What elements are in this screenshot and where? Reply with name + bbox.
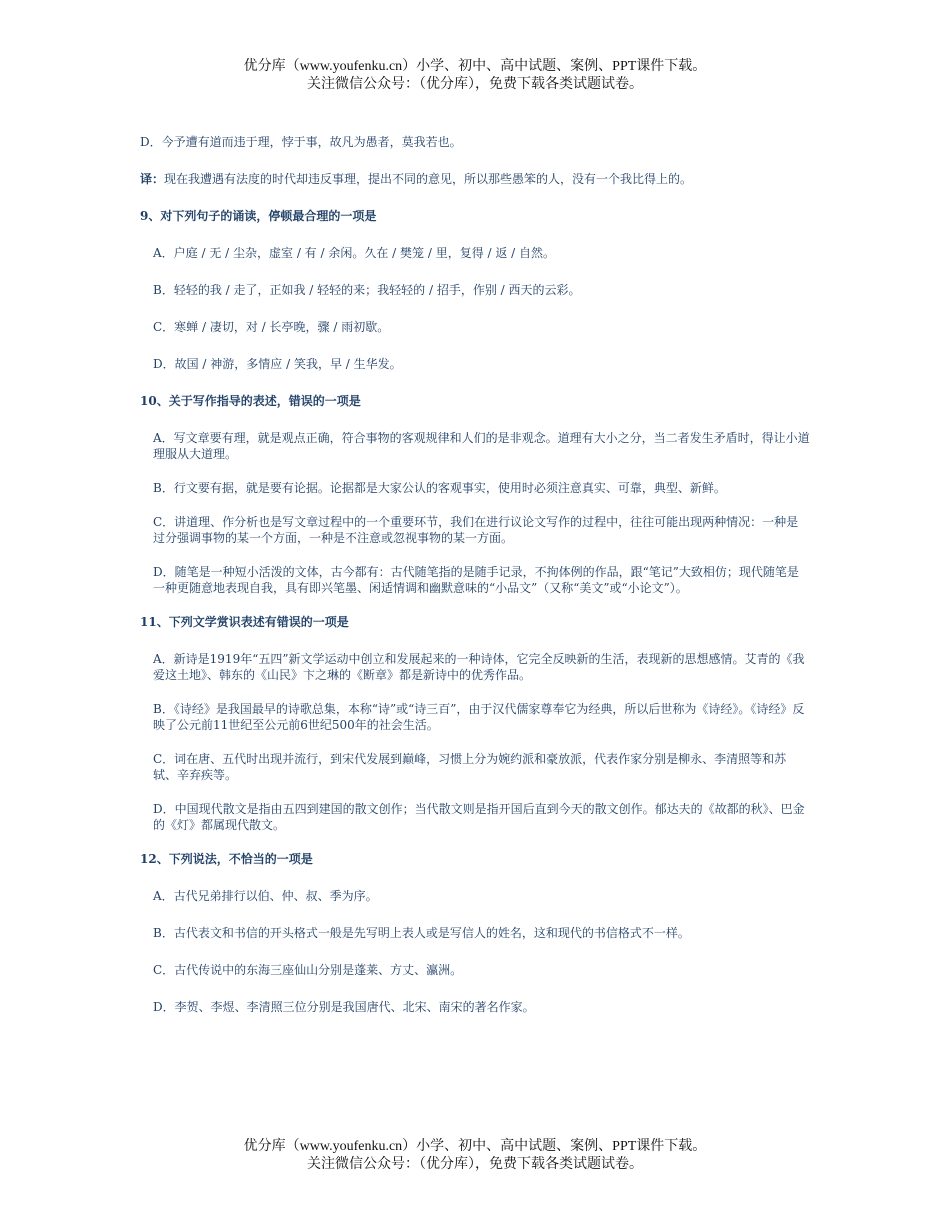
question-11-option-d: D．中国现代散文是指由五四到建国的散文创作；当代散文则是指开国后直到今天的散文创作。郁达夫的《故都的秋》、巴金的《灯》都属现代散文。: [153, 802, 805, 832]
question-10-title: 10、关于写作指导的表述，错误的一项是: [140, 394, 361, 408]
question-12-option-c: C．古代传说中的东海三座仙山分别是蓬莱、方丈、瀛洲。: [153, 963, 463, 977]
question-9-option-c: C．寒蝉 / 凄切，对 / 长亭晚，骤 / 雨初歇。: [153, 320, 390, 334]
header-line-1: 优分库（www.youfenku.cn）小学、初中、高中试题、案例、PPT课件下载。: [243, 59, 707, 74]
question-10-option-b: B．行文要有据，就是要有论据。论据都是大家公认的客观事实，使用时必须注意真实、可靠，典型、新鲜。: [153, 481, 726, 495]
translation-text: 现在我遭遇有法度的时代却违反事理，提出不同的意见，所以那些愚笨的人，没有一个我比得上的。: [164, 172, 693, 186]
question-9-option-d: D．故国 / 神游，多情应 / 笑我，早 / 生华发。: [153, 357, 402, 371]
question-10-option-a: A．写文章要有理，就是观点正确，符合事物的客观规律和人们的是非观念。道理有大小之分，当二者发生矛盾时，得让小道理服从大道理。: [153, 431, 810, 461]
document-body: [140, 134, 810, 1036]
question-9-title: 9、对下列句子的诵读，停顿最合理的一项是: [140, 209, 377, 223]
question-11-option-a: A．新诗是1919年“五四”新文学运动中创立和发展起来的一种诗体，它完全反映新的生活，表现新的思想感情。艾青的《我爱这土地》、韩东的《山民》卞之琳的《断章》都是新诗中的优秀作品。: [153, 652, 805, 682]
translation: [140, 171, 810, 187]
question-10-option-d: D．随笔是一种短小活泼的文体，古今都有：古代随笔指的是随手记录，不拘体例的作品，跟“笔记”大致相仿；现代随笔是一种更随意地表现自我，具有即兴笔墨、闲适情调和幽默意味的“小品文”（又称“美文”或“小论文”）。: [153, 565, 799, 595]
footer-line-2: 关注微信公众号：（优分库），免费下载各类试题试卷。: [307, 1157, 643, 1172]
page-header: [0, 58, 950, 94]
question-11-option-c: C．词在唐、五代时出现并流行，到宋代发展到巅峰，习惯上分为婉约派和豪放派，代表作家分别是柳永、李清照等和苏轼、辛弃疾等。: [153, 752, 787, 782]
question-10-option-c: C．讲道理、作分析也是写文章过程中的一个重要环节，我们在进行议论文写作的过程中，往往可能出现两种情况：一种是过分强调事物的某一个方面，一种是不注意或忽视事物的某一方面。: [153, 515, 799, 545]
translation-label: 译：: [140, 172, 165, 186]
question-12-option-d: D．李贺、李煜、李清照三位分别是我国唐代、北宋、南宋的著名作家。: [153, 1000, 535, 1014]
page-footer: [0, 1138, 950, 1174]
question-11-title: 11、下列文学赏识表述有错误的一项是: [140, 615, 349, 629]
question-11-option-b: B．《诗经》是我国最早的诗歌总集，本称“诗”或“诗三百”，由于汉代儒家尊奉它为经典，所以后世称为《诗经》。《诗经》反映了公元前11世纪至公元前6世纪500年的社会生活。: [153, 702, 805, 732]
prev-option-d: D．今予遭有道而违于理，悖于事，故凡为愚者，莫我若也。: [140, 135, 462, 149]
question-12-option-a: A．古代兄弟排行以伯、仲、叔、季为序。: [153, 889, 378, 903]
question-12-title: 12、下列说法，不恰当的一项是: [140, 852, 313, 866]
question-9-option-b: B．轻轻的我 / 走了，正如我 / 轻轻的来；我轻轻的 / 招手，作别 / 西天的云彩。: [153, 283, 581, 297]
question-9-option-a: A．户庭 / 无 / 尘杂，虚室 / 有 / 余闲。久在 / 樊笼 / 里，复得 / 返 / 自然。: [153, 246, 556, 260]
question-12-option-b: B．古代表文和书信的开头格式一般是先写明上表人或是写信人的姓名，这和现代的书信格式不一样。: [153, 926, 690, 940]
header-line-2: 关注微信公众号：（优分库），免费下载各类试题试卷。: [307, 77, 643, 92]
footer-line-1: 优分库（www.youfenku.cn）小学、初中、高中试题、案例、PPT课件下载。: [243, 1139, 707, 1154]
